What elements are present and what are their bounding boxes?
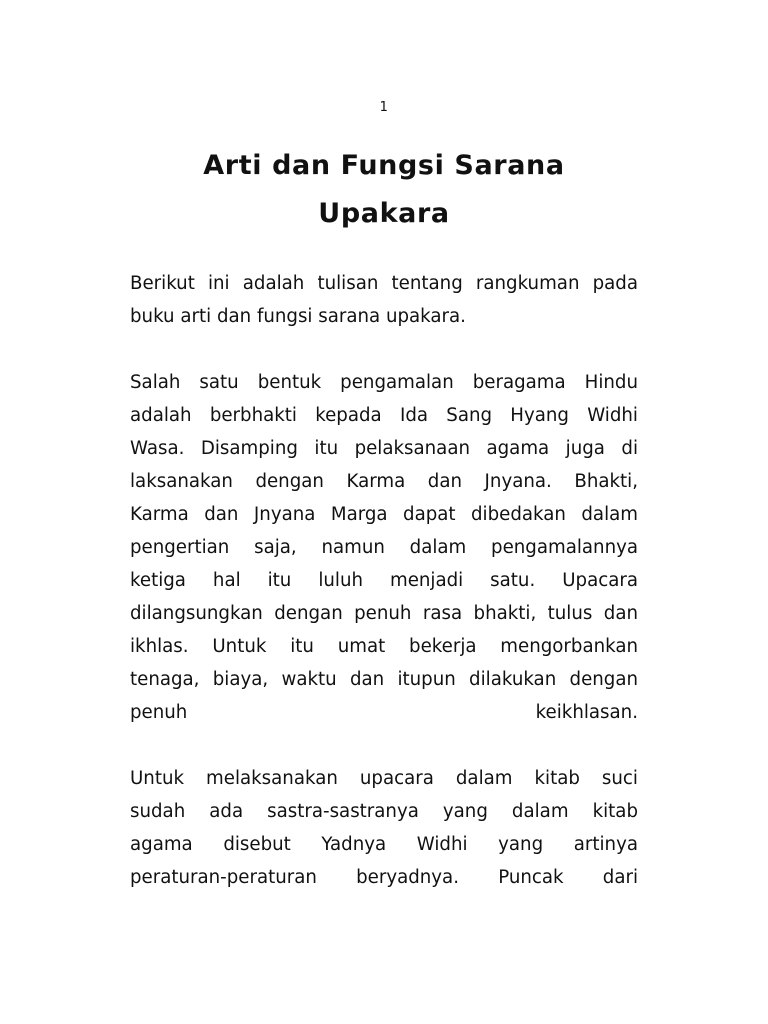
- paragraph-line: Untuk melaksanakan upacara dalam kitab suci: [130, 768, 638, 789]
- paragraph-line: dilangsungkan dengan penuh rasa bhakti, tulus dan: [130, 603, 638, 624]
- paragraph-line: sudah ada sastra-sastranya yang dalam kitab: [130, 801, 638, 822]
- document-title-line-2: Upakara: [318, 198, 450, 229]
- paragraph-line: peraturan-peraturan beryadnya. Puncak dari: [130, 867, 638, 888]
- page-number: 1: [379, 100, 389, 115]
- paragraph-line: ikhlas. Untuk itu umat bekerja mengorbankan: [130, 636, 638, 657]
- paragraph-line: pengertian saja, namun dalam pengamalannya: [130, 537, 638, 558]
- paragraph-line: tenaga, biaya, waktu dan itupun dilakukan dengan: [130, 669, 638, 690]
- paragraph-line: buku arti dan fungsi sarana upakara.: [130, 306, 466, 327]
- paragraph-line: Berikut ini adalah tulisan tentang rangkuman pada: [130, 273, 638, 294]
- paragraph-line: Karma dan Jnyana Marga dapat dibedakan dalam: [130, 504, 638, 525]
- paragraph-1: [130, 267, 638, 333]
- paragraph-line: Wasa. Disamping itu pelaksanaan agama juga di: [130, 438, 638, 459]
- paragraph-line: penuh keikhlasan.: [130, 702, 638, 723]
- paragraph-line: laksanakan dengan Karma dan Jnyana. Bhakti,: [130, 471, 638, 492]
- paragraph-3: [130, 762, 638, 894]
- paragraph-line: ketiga hal itu luluh menjadi satu. Upacara: [130, 570, 638, 591]
- paragraph-2: [130, 366, 638, 729]
- paragraph-line: Salah satu bentuk pengamalan beragama Hindu: [130, 372, 638, 393]
- document-title-line-1: Arti dan Fungsi Sarana: [203, 150, 565, 181]
- paragraph-line: agama disebut Yadnya Widhi yang artinya: [130, 834, 638, 855]
- paragraph-line: adalah berbhakti kepada Ida Sang Hyang Widhi: [130, 405, 638, 426]
